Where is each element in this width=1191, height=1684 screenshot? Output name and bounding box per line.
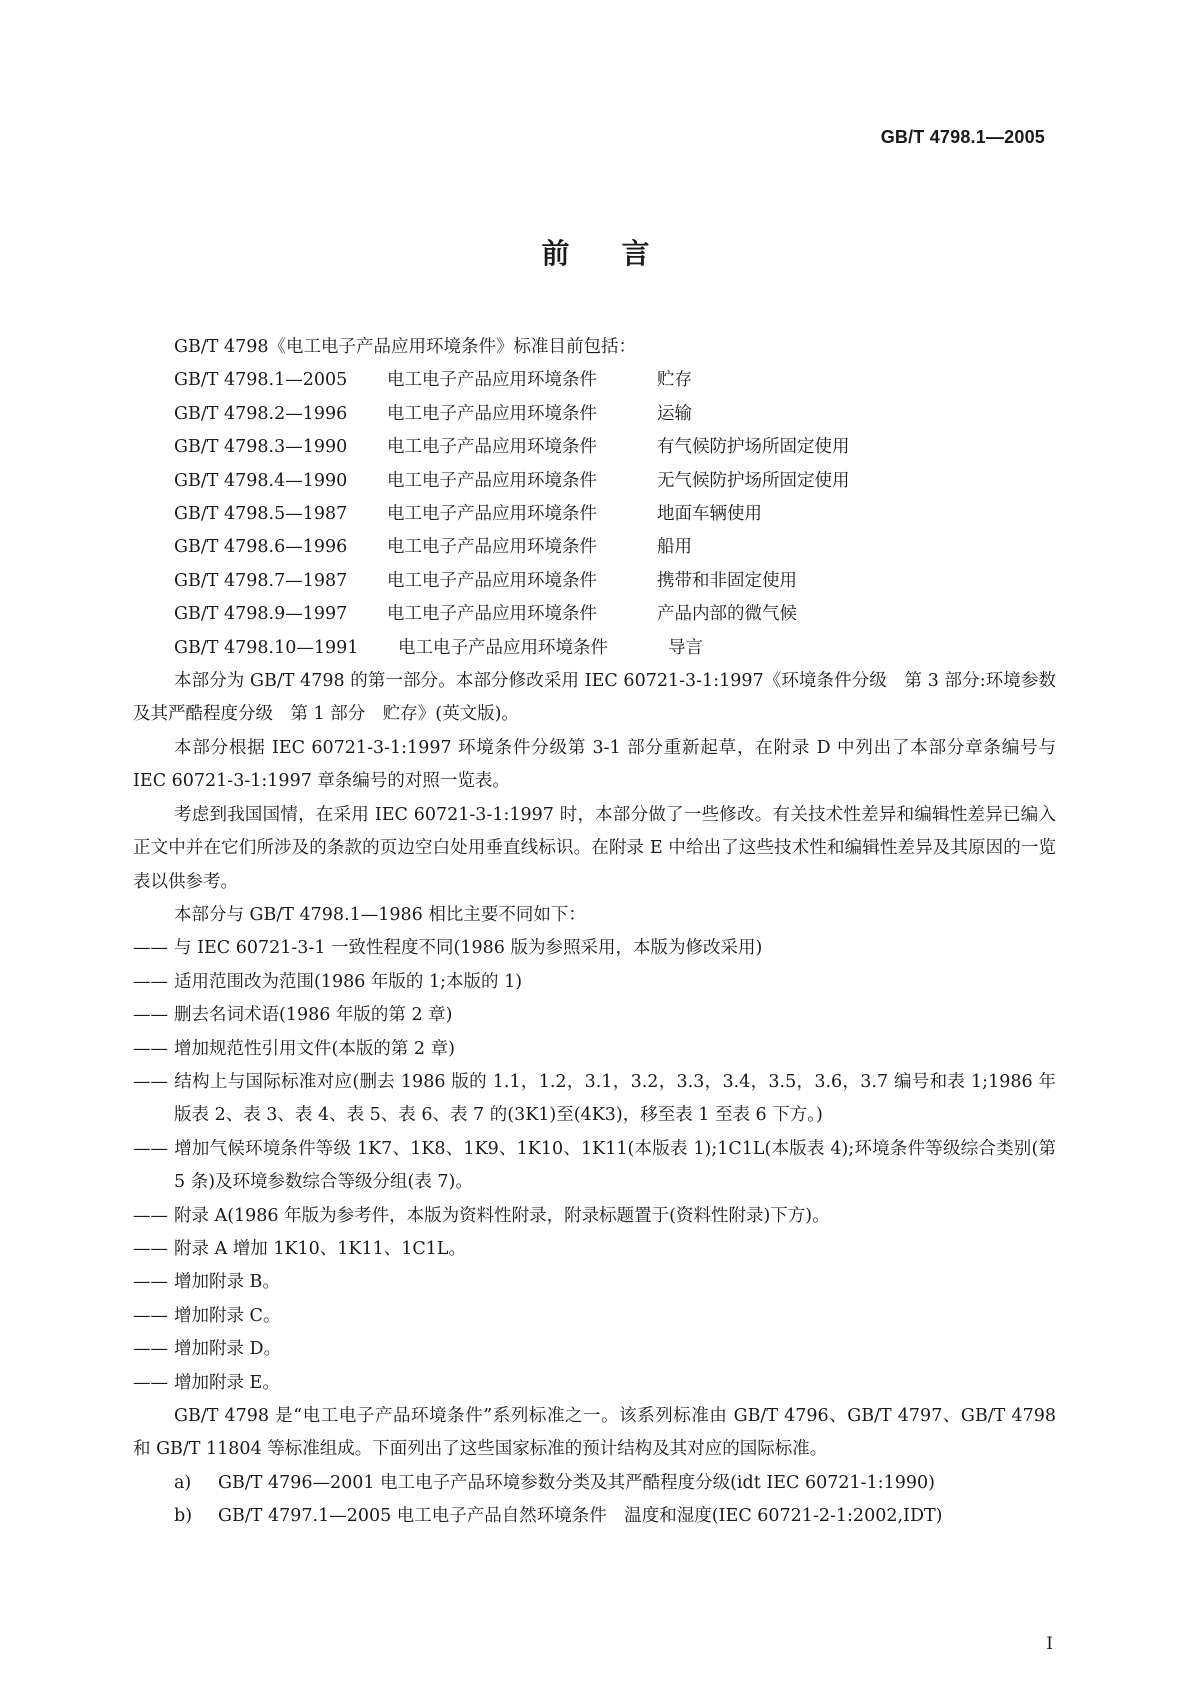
references-list	[133, 1467, 1056, 1534]
change-text: 增加气候环境条件等级 1K7、1K8、1K9、1K10、1K11(本版表 1);1C1L(本版表 4);环境条件等级综合类别(第 5 条)及环境参数综合等级分组(表 7)。	[174, 1138, 1056, 1193]
paragraph-differences: 本部分与 GB/T 4798.1—1986 相比主要不同如下：	[174, 904, 586, 925]
change-text: 增加规范性引用文件(本版的第 2 章)	[174, 1038, 455, 1059]
dash-mark: ——	[133, 1005, 168, 1026]
ref-label: a)	[174, 1472, 192, 1493]
list-item	[133, 531, 1056, 564]
standard-name: 电工电子产品应用环境条件	[387, 437, 597, 458]
dash-mark: ——	[133, 1339, 168, 1360]
standard-part: 携带和非固定使用	[657, 570, 797, 591]
standard-code: GB/T 4798.2—1996	[174, 403, 348, 424]
standard-part: 船用	[657, 537, 692, 558]
list-item	[133, 465, 1056, 498]
dash-mark: ——	[133, 1205, 168, 1226]
list-item	[133, 364, 1056, 397]
dash-mark: ——	[133, 1071, 168, 1092]
dash-mark: ——	[133, 1138, 168, 1159]
change-text: 附录 A 增加 1K10、1K11、1C1L。	[174, 1238, 467, 1259]
list-item	[133, 1367, 1056, 1400]
dash-mark: ——	[133, 938, 168, 959]
list-item	[133, 398, 1056, 431]
standard-part: 运输	[657, 403, 692, 424]
list-item	[133, 1233, 1056, 1266]
standard-code: GB/T 4798.6—1996	[174, 537, 348, 558]
list-item	[133, 598, 1056, 631]
list-item	[133, 1467, 1056, 1500]
standard-name: 电工电子产品应用环境条件	[387, 604, 597, 625]
list-item	[133, 1200, 1056, 1233]
standard-part: 贮存	[657, 370, 692, 391]
change-text: 增加附录 B。	[174, 1272, 280, 1293]
paragraph-series: GB/T 4798 是“电工电子产品环境条件”系列标准之一。该系列标准由 GB/T 4796、GB/T 4797、GB/T 4798 和 GB/T 11804 等标准组成。下面列出了这些国家标准的预计结构及其对应的国际标准。	[133, 1406, 1056, 1460]
page-title: 前言	[541, 237, 702, 270]
list-item	[133, 966, 1056, 999]
standard-name: 电工电子产品应用环境条件	[387, 537, 597, 558]
change-text: 增加附录 D。	[174, 1339, 282, 1360]
standard-name: 电工电子产品应用环境条件	[387, 470, 597, 491]
dash-mark: ——	[133, 1305, 168, 1326]
ref-text: GB/T 4796—2001 电工电子产品环境参数分类及其严酷程度分级(idt IEC 60721-1:1990)	[218, 1472, 935, 1493]
list-item	[133, 932, 1056, 965]
standard-name: 电工电子产品应用环境条件	[387, 570, 597, 591]
paragraph-adoption: 本部分为 GB/T 4798 的第一部分。本部分修改采用 IEC 60721-3-1:1997《环境条件分级 第 3 部分:环境参数及其严酷程度分级 第 1 部分 贮存》(英文版)。	[133, 671, 1056, 725]
change-text: 增加附录 E。	[174, 1372, 280, 1393]
paragraph-drafting: 本部分根据 IEC 60721-3-1:1997 环境条件分级第 3-1 部分重新起草，在附录 D 中列出了本部分章条编号与 IEC 60721-3-1:1997 章条编号的对照一览表。	[133, 737, 1056, 792]
dash-mark: ——	[133, 1038, 168, 1059]
page-number: I	[1046, 1634, 1053, 1654]
dash-mark: ——	[133, 971, 168, 992]
list-item	[133, 565, 1056, 598]
list-item	[133, 999, 1056, 1032]
dash-mark: ——	[133, 1238, 168, 1259]
standard-name: 电工电子产品应用环境条件	[387, 370, 597, 391]
standard-code: GB/T 4798.1—2005	[174, 370, 348, 391]
change-text: 附录 A(1986 年版为参考件，本版为资料性附录，附录标题置于(资料性附录)下方)。	[174, 1205, 830, 1226]
list-item	[133, 1500, 1056, 1533]
standard-code: GB/T 4798.4—1990	[174, 470, 348, 491]
standard-name: 电工电子产品应用环境条件	[398, 637, 608, 658]
dash-mark: ——	[133, 1372, 168, 1393]
standard-part: 无气候防护场所固定使用	[657, 470, 850, 491]
list-item	[133, 1333, 1056, 1366]
change-text: 适用范围改为范围(1986 年版的 1;本版的 1)	[174, 971, 523, 992]
foreword-body	[133, 331, 1056, 1534]
list-item	[133, 1266, 1056, 1299]
standard-code: GB/T 4798.3—1990	[174, 437, 348, 458]
change-text: 增加附录 C。	[174, 1305, 281, 1326]
list-item	[133, 1300, 1056, 1333]
standards-list	[133, 364, 1056, 665]
changes-list	[133, 932, 1056, 1400]
intro-paragraph: GB/T 4798《电工电子产品应用环境条件》标准目前包括：	[174, 337, 637, 357]
dash-mark: ——	[133, 1272, 168, 1293]
standard-code: GB/T 4798.7—1987	[174, 570, 348, 591]
standard-code: GB/T 4798.5—1987	[174, 504, 348, 525]
list-item	[133, 431, 1056, 464]
ref-label: b)	[174, 1506, 193, 1527]
document-code: GB/T 4798.1—2005	[880, 127, 1045, 147]
standard-part: 有气候防护场所固定使用	[657, 437, 850, 458]
list-item	[133, 632, 1056, 665]
paragraph-modifications: 考虑到我国国情，在采用 IEC 60721-3-1:1997 时，本部分做了一些修改。有关技术性差异和编辑性差异已编入正文中并在它们所涉及的条款的页边空白处用垂直线标识。在附录 E 中给出了这些技术性和编辑性差异及其原因的一览表以供参考。	[133, 804, 1056, 892]
standard-code: GB/T 4798.10—1991	[174, 637, 359, 658]
list-item	[133, 1133, 1056, 1200]
change-text: 删去名词术语(1986 年版的第 2 章)	[174, 1005, 453, 1026]
change-text: 结构上与国际标准对应(删去 1986 版的 1.1，1.2，3.1，3.2，3.3，3.4，3.5，3.6，3.7 编号和表 1;1986 年版表 2、表 3、表 4、表 5、表 6、表 7 的(3K1)至(4K3)，移至表 1 至表 6 下方。)	[174, 1071, 1056, 1126]
list-item	[133, 498, 1056, 531]
standard-name: 电工电子产品应用环境条件	[387, 403, 597, 424]
ref-text: GB/T 4797.1—2005 电工电子产品自然环境条件 温度和湿度(IEC 60721-2-1:2002,IDT)	[218, 1506, 943, 1527]
standard-part: 地面车辆使用	[657, 504, 762, 525]
standard-name: 电工电子产品应用环境条件	[387, 504, 597, 525]
list-item	[133, 1033, 1056, 1066]
list-item	[133, 1066, 1056, 1133]
standard-code: GB/T 4798.9—1997	[174, 604, 348, 625]
standard-part: 导言	[668, 637, 703, 658]
change-text: 与 IEC 60721-3-1 一致性程度不同(1986 版为参照采用，本版为修改采用)	[174, 938, 763, 959]
standard-part: 产品内部的微气候	[657, 604, 797, 625]
